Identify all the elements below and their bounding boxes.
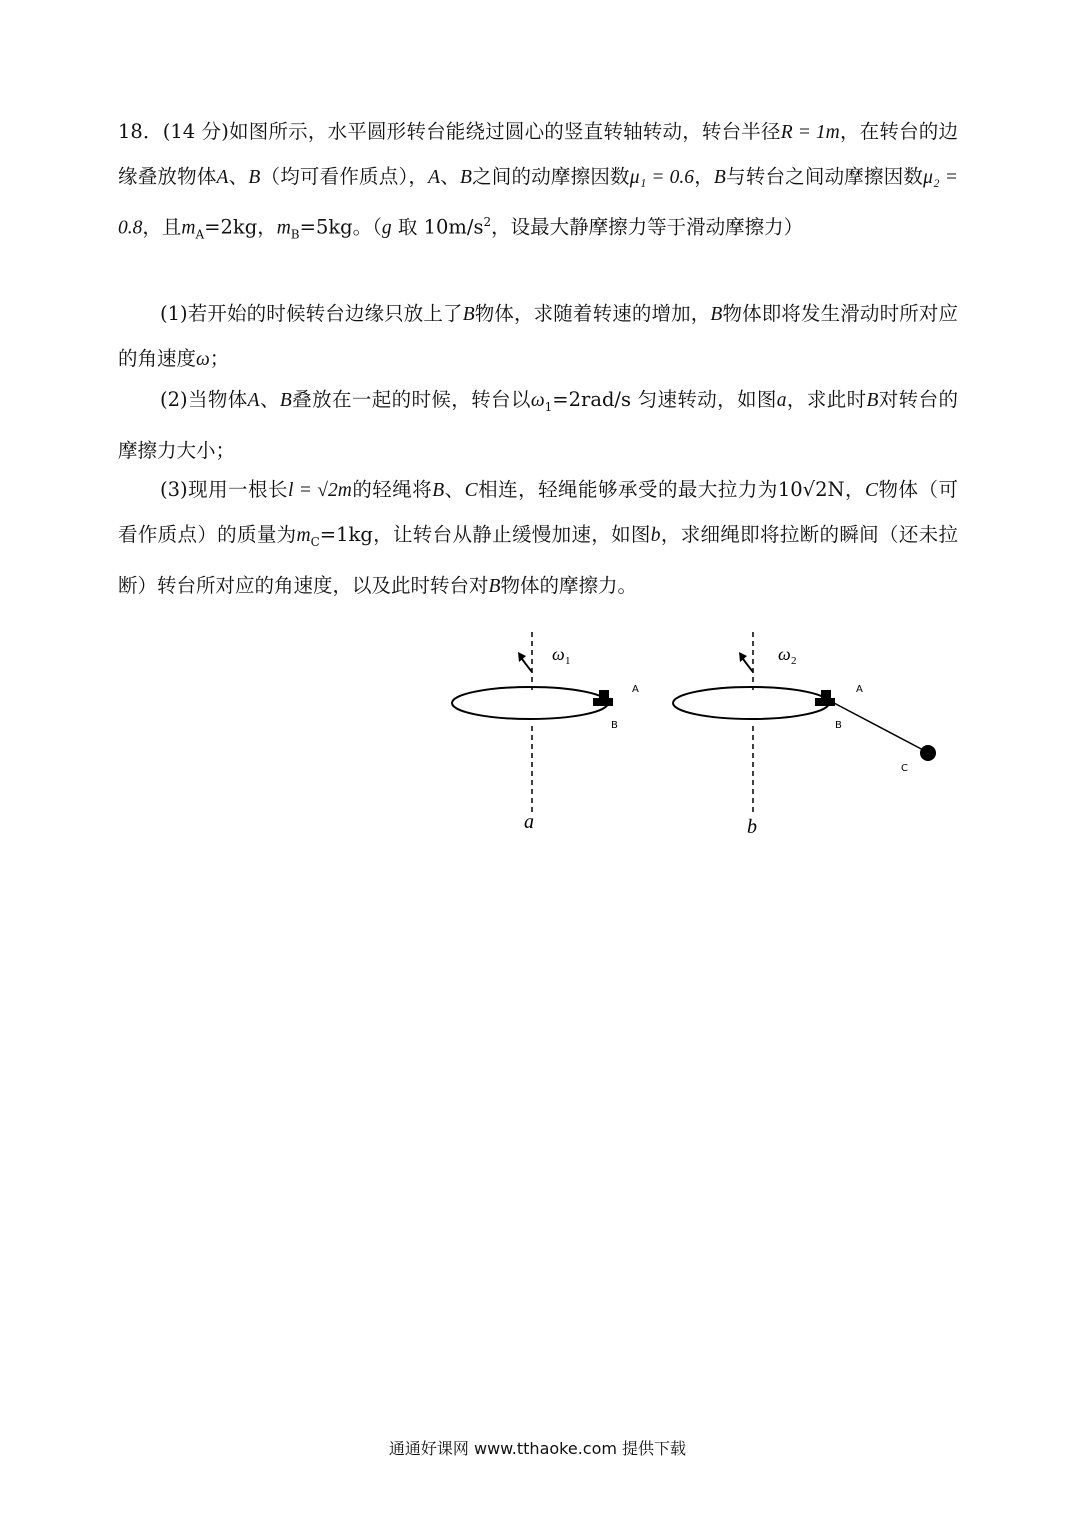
- omega-sub-a: 1: [565, 655, 571, 667]
- label-B-a: B: [611, 720, 618, 731]
- caption-a: a: [524, 811, 534, 833]
- block-a-top-b: [821, 690, 831, 698]
- mu2-expression: μ₂ = 0.8: [118, 167, 958, 239]
- radius-expression: R = 1m: [780, 122, 840, 143]
- problem-statement: 18．(14 分)如图所示，水平圆形转台能绕过圆心的竖直转轴转动，转台半径R = 1m，在转台的边缘叠放物体A、B（均可看作质点），A、B之间的动摩擦因数μ₁ = 0.6，B与转台之间动摩擦因数μ₂ = 0.8，且$m_A=2kg$，$m_B=5kg$。（g 取 $10m/s^2$，设最大静摩擦力等于滑动摩擦力）: [118, 120, 958, 242]
- footer-credit: 通通好课网 www.tthaoke.com 提供下载: [388, 1439, 687, 1458]
- block-b-bottom-b: [815, 698, 835, 706]
- ball-c: [920, 745, 936, 761]
- question-2: (2)当物体A、B叠放在一起的时候，转台以$\omega_1=2rad/s$ 匀速转动，如图a，求此时B对转台的摩擦力大小；: [118, 388, 958, 462]
- question-3: (3)现用一根长l = √2m的轻绳将B、C相连，轻绳能够承受的最大拉力为10√2N，C物体（可看作质点）的质量为$m_C=1kg$，让转台从静止缓慢加速，如图b，求细绳即将拉断的瞬间（还未拉断）转台所对应的角速度，以及此时转台对B物体的摩擦力。: [118, 478, 958, 597]
- max-tension-expression: 10√2N: [777, 478, 845, 501]
- block-b-bottom: [593, 698, 613, 706]
- turntable-a: [452, 687, 608, 719]
- question-1: (1)若开始的时候转台边缘只放上了B物体，求随着转速的增加，B物体即将发生滑动时所对应的角速度ω；: [118, 302, 958, 370]
- label-C-b: C: [901, 763, 908, 774]
- label-A-b: A: [856, 684, 863, 695]
- turntable-figures: [440, 630, 960, 850]
- omega-label-b: ω: [778, 644, 791, 664]
- caption-b: b: [747, 816, 757, 838]
- label-A-a: A: [632, 684, 639, 695]
- figure-a: [452, 632, 639, 833]
- turntable-b: [673, 687, 829, 719]
- omega-sub-b: 2: [791, 655, 797, 667]
- block-a-top: [599, 690, 609, 698]
- label-B-b: B: [835, 720, 842, 731]
- omega-label-a: ω: [552, 644, 565, 664]
- mu1-expression: μ₁ = 0.6: [629, 167, 694, 188]
- figure-b: [673, 632, 936, 838]
- rope: [834, 703, 927, 752]
- rope-length-expression: l = √2m: [288, 480, 352, 501]
